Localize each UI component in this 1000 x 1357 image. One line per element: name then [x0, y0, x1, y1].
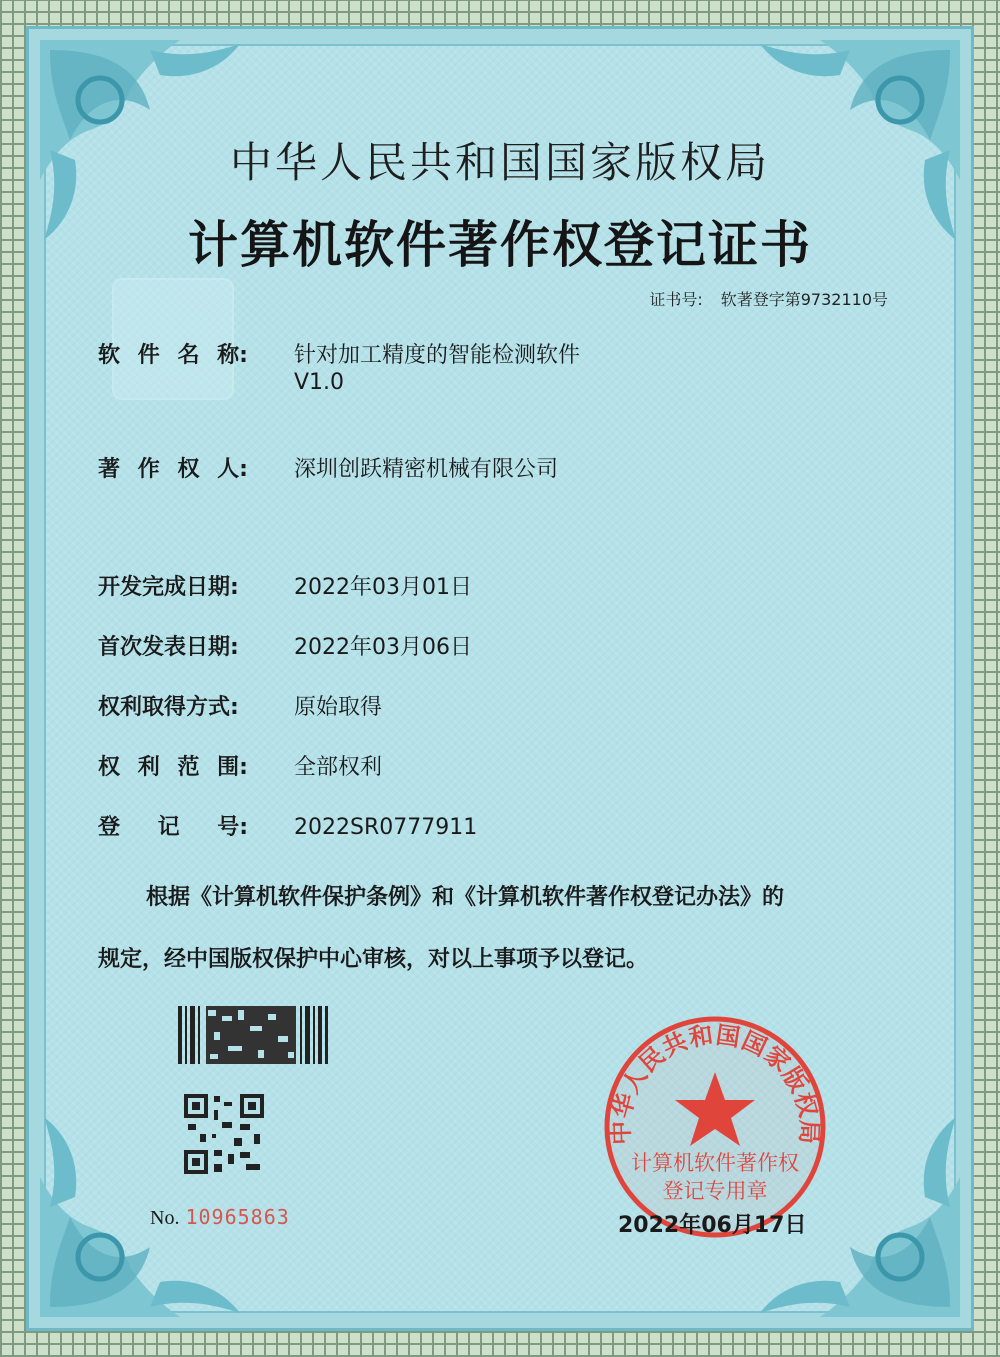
certificate-title: 计算机软件著作权登记证书: [188, 215, 812, 274]
software-name-label: 软 件 名 称:: [98, 343, 248, 368]
software-version: V1.0: [294, 370, 345, 395]
owner-row: [98, 452, 558, 483]
pub-date-row: [98, 630, 472, 661]
barcode-icon: [178, 1006, 330, 1064]
dev-date-label: 开发完成日期:: [98, 575, 239, 600]
scope-label: 权 利 范 围:: [98, 755, 248, 780]
serial-label: No.: [150, 1207, 180, 1229]
qr-code-icon: [184, 1094, 264, 1174]
dev-date-value: 2022年03月01日: [294, 575, 472, 600]
issue-date: 2022年06月17日: [618, 1213, 807, 1238]
acquisition-value: 原始取得: [294, 695, 383, 720]
scope-row: [98, 750, 382, 781]
certificate-number-label: 证书号:: [649, 290, 703, 309]
issuing-authority: 中华人民共和国国家版权局: [229, 138, 770, 187]
registration-label: 登 记 号:: [98, 815, 248, 840]
seal-line-1: 计算机软件著作权: [631, 1151, 799, 1175]
owner-value: 深圳创跃精密机械有限公司: [294, 457, 559, 482]
seal-line-2: 登记专用章: [662, 1179, 768, 1203]
owner-label: 著 作 权 人:: [98, 457, 248, 482]
software-name-row: [98, 338, 580, 369]
serial-value: 10965863: [185, 1205, 290, 1229]
scope-value: 全部权利: [294, 755, 383, 780]
pub-date-label: 首次发表日期:: [98, 635, 239, 660]
certificate-number: [649, 287, 888, 310]
acquisition-row: [98, 690, 382, 721]
seal-arc-text: 中华人民共和国国家版权局: [606, 1020, 824, 1146]
software-name-value: 针对加工精度的智能检测软件: [294, 343, 581, 368]
certificate-number-value: 软著登字第9732110号: [720, 290, 888, 309]
pub-date-value: 2022年03月06日: [294, 635, 472, 660]
acquisition-label: 权利取得方式:: [98, 695, 239, 720]
statement-line-1: 根据《计算机软件保护条例》和《计算机软件著作权登记办法》的: [146, 885, 785, 910]
statement-line-2: 规定，经中国版权保护中心审核，对以上事项予以登记。: [98, 947, 649, 972]
serial-number: [150, 1205, 290, 1230]
dev-date-row: [98, 570, 472, 601]
registration-value: 2022SR0777911: [294, 815, 478, 840]
registration-row: [98, 810, 477, 841]
